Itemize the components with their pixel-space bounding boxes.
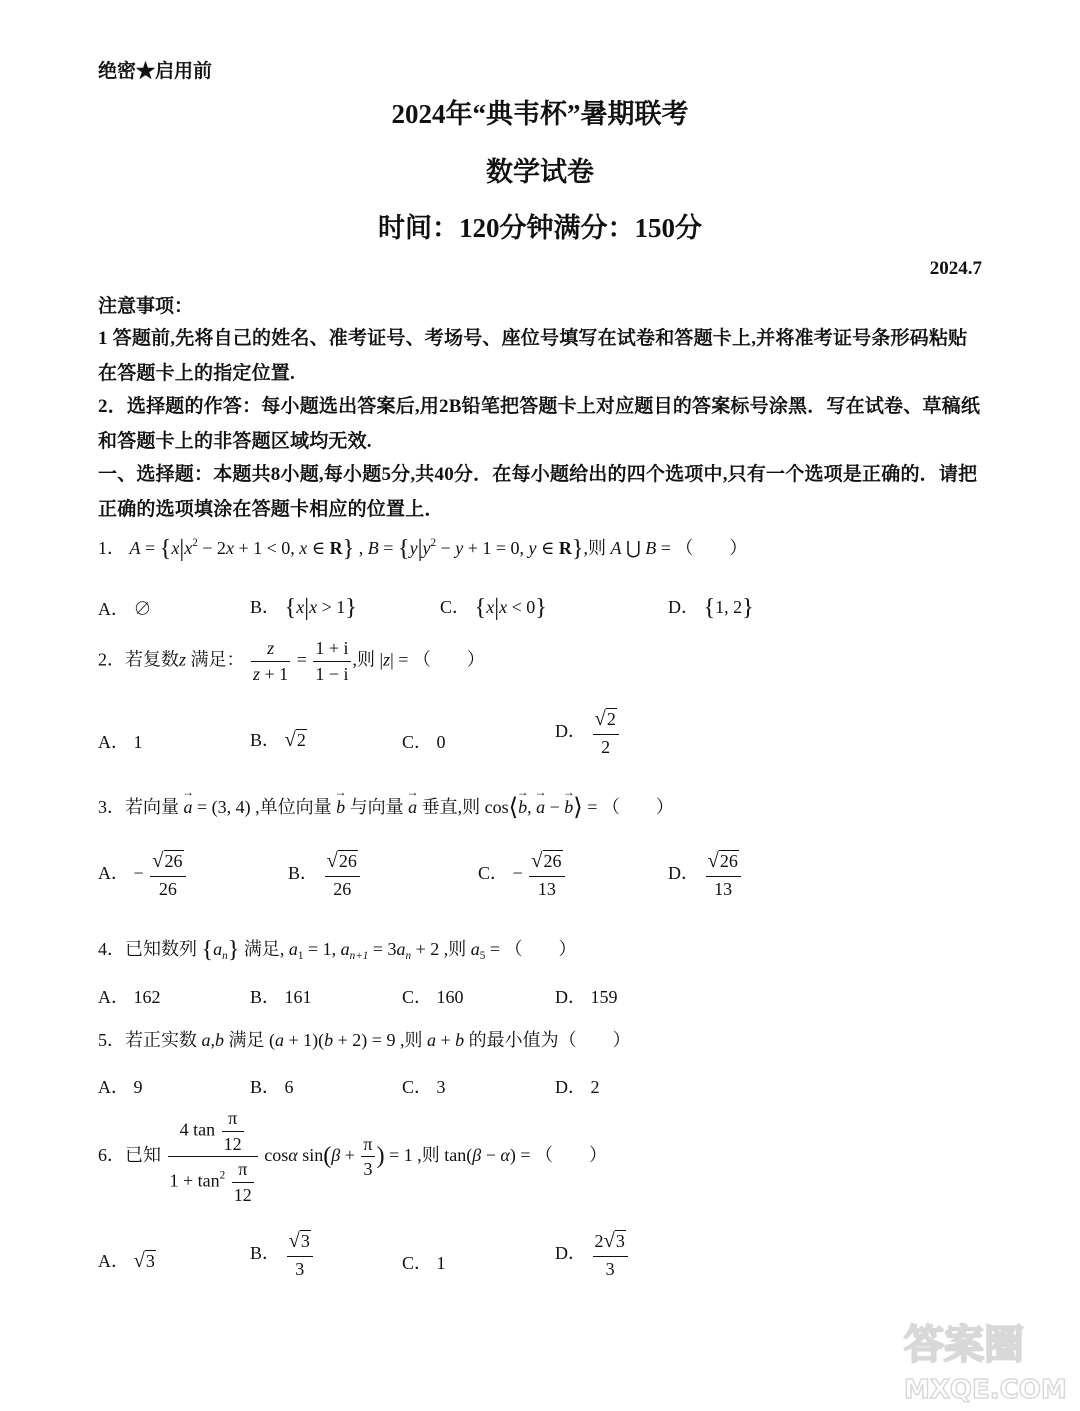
answer-paren: （ ）: [675, 538, 748, 558]
q5-option-c: C． 3: [402, 1077, 446, 1097]
q1-option-d: D． {1, 2}: [668, 594, 754, 621]
confidential-label: 绝密★启用前: [98, 61, 213, 82]
q4-option-a: A． 162: [98, 987, 161, 1007]
q3-option-a: A． − $\frac{√26}{26}$: [98, 850, 188, 899]
question-connector: ,则: [583, 538, 606, 558]
q2-option-d: D． $\frac{√2}{2}$: [555, 708, 621, 757]
question-2: 2．若复数z 满足： $\frac{z}{z + 1}$ = $\frac{1 + i}{1 - i}$ ,则 |z| = （ ）: [98, 638, 485, 684]
q6-option-b: B． $\frac{√3}{3}$: [250, 1230, 315, 1279]
q4-option-b: B． 161: [250, 987, 312, 1007]
q4-option-d: D． 159: [555, 987, 618, 1007]
q1-option-b: B． {x|x > 1}: [250, 594, 357, 621]
exam-date: 2024.7: [929, 258, 982, 279]
notes-heading: 注意事项：: [98, 296, 194, 317]
watermark-url-text: MXQE.COM: [904, 1375, 1067, 1404]
watermark-cn-text: 答案圈: [904, 1322, 1024, 1368]
q2-option-c: C． 0: [402, 732, 446, 752]
q2-option-b: B． √2: [250, 729, 306, 751]
watermark-graphic: [898, 1312, 1068, 1404]
q1-option-c: C． {x|x < 0}: [440, 594, 547, 621]
question-5: 5．若正实数 a,b 满足 (a + 1)(b + 2) = 9 ,则 a + b 的最小值为（ ）: [98, 1030, 631, 1050]
question-3: 3．若向量 → a = (3, 4) ,单位向量 → b 与向量 → a 垂直,则 cos⟨→ b, → a − → b⟩ = （ ）: [98, 792, 674, 822]
exam-subject: 数学试卷: [486, 157, 594, 187]
q1-option-a: A． ∅: [98, 599, 152, 619]
question-1: 1． $A = \{x|x^2 - 2x + 1 < 0$, x ∈ R} , $B = \{y|y^2 - y + 1 = 0$, y ∈ R},则 A ⋃ B = （ ）: [98, 535, 748, 562]
q4-option-c: C． 160: [402, 987, 464, 1007]
q2-option-a: A． 1: [98, 732, 143, 752]
q3-option-c: C． − $\frac{√26}{13}$: [478, 850, 567, 899]
q6-option-c: C． 1: [402, 1253, 446, 1273]
question-text: 若复数: [125, 649, 179, 670]
q3-option-b: B． $\frac{√26}{26}$: [288, 850, 362, 899]
q5-option-d: D． 2: [555, 1077, 600, 1097]
question-6: 6．已知 4 tan $\frac{\pi}{12}$ $1 + \tan^2$ $\frac{\pi}{12}$ cosα sin(β + $\frac{\pi}{3}$ ) = 1 ,则 tan(β − α) = （ ）: [98, 1108, 607, 1206]
question-4: 4．已知数列 $\{a_n\}$ 满足, $a_1 = 1$, $a_{n+1} = 3a_n + 2$ ,则 $a_5$ = （ ）: [98, 936, 577, 963]
note-item-2: 2．选择题的作答：每小题选出答案后,用2B铅笔把答题卡上对应题目的答案标号涂黑．写在试卷、草稿纸和答题卡上的非答题区域均无效.: [98, 396, 981, 452]
q5-option-b: B． 6: [250, 1077, 294, 1097]
question-number: 1．: [98, 538, 125, 558]
q6-option-a: A． √3: [98, 1250, 155, 1272]
q5-option-a: A． 9: [98, 1077, 143, 1097]
section-intro: 一、选择题：本题共8小题,每小题5分,共40分．在每小题给出的四个选项中,只有一个选项是正确的．请把正确的选项填涂在答题卡相应的位置上．: [98, 464, 978, 520]
exam-title: 2024年“典韦杯”暑期联考: [391, 99, 689, 129]
note-item-1: 1 答题前,先将自己的姓名、准考证号、考场号、座位号填写在试卷和答题卡上,并将准考证号条形码粘贴在答题卡上的指定位置.: [98, 328, 968, 384]
q6-option-d: D． $\frac{2√3}{3}$: [555, 1230, 630, 1279]
q3-option-d: D． $\frac{√26}{13}$: [668, 850, 743, 899]
exam-time-score: 时间：120分钟满分：150分: [378, 213, 702, 243]
watermark-logo: [898, 1312, 1068, 1409]
